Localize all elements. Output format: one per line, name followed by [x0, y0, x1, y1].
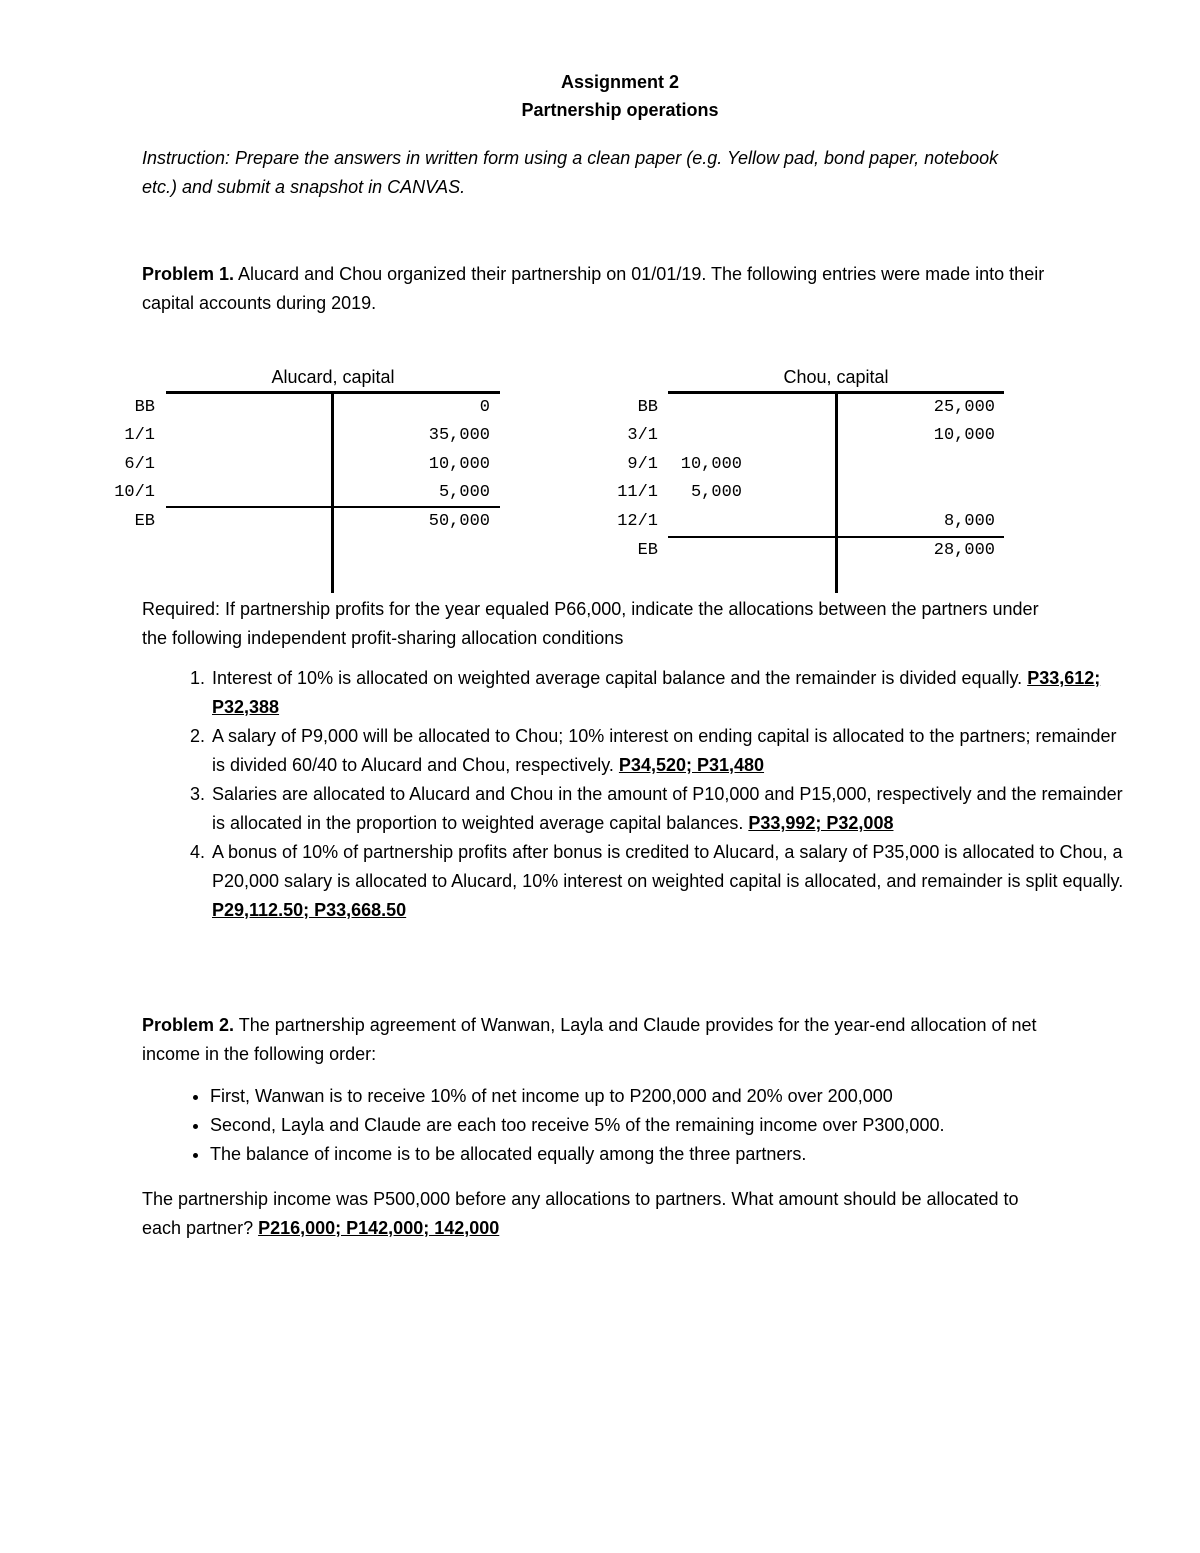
alucard-date: EB	[134, 512, 155, 531]
alucard-date: 1/1	[124, 426, 155, 445]
chou-date: 9/1	[627, 455, 658, 474]
alucard-date: 6/1	[124, 455, 155, 474]
problem2-question	[142, 1185, 1022, 1243]
requirement-list	[142, 664, 1130, 925]
chou-credit: 25,000	[933, 398, 995, 417]
problem2-label: Problem 2.	[142, 1015, 235, 1035]
question-text: The partnership income was P500,000 before any allocations to partners. What amount should be allocated to each partner?	[142, 1189, 1019, 1238]
problem1-label: Problem 1.	[142, 264, 235, 284]
alucard-credit: 35,000	[428, 426, 490, 445]
chou-date: 12/1	[617, 512, 658, 531]
chou-account-title: Chou, capital	[783, 367, 889, 387]
alucard-account-title: Alucard, capital	[271, 367, 395, 387]
answer-text: P216,000; P142,000; 142,000	[258, 1218, 500, 1238]
item-text: Interest of 10% is allocated on weighted average capital balance and the remainder is divided equally.	[212, 668, 1028, 688]
chou-date: EB	[637, 541, 658, 560]
alucard-credit: 10,000	[428, 455, 490, 474]
problem2-bullets	[142, 1082, 1130, 1169]
list-item: • Second, Layla and Claude are each too receive 5% of the remaining income over P300,000.	[210, 1111, 1130, 1140]
answer-text: P33,612; P32,388	[212, 668, 1101, 717]
problem2-intro	[142, 1011, 1042, 1069]
required-text: Required: If partnership profits for the year equaled P66,000, indicate the allocations between the partners under the following independent profit-sharing allocation conditions	[142, 599, 1039, 648]
item-text: Salaries are allocated to Alucard and Chou in the amount of P10,000 and P15,000, respectively and the remainder is allocated in the proportion to weighted average capital balances.	[212, 784, 1123, 833]
list-item	[210, 838, 1130, 925]
answer-text: P33,992; P32,008	[748, 813, 894, 833]
alucard-credit: 5,000	[438, 483, 490, 502]
chou-credit: 28,000	[933, 541, 995, 560]
problem1-intro	[142, 260, 1072, 318]
chou-credit: 10,000	[933, 426, 995, 445]
alucard-date: 10/1	[114, 483, 155, 502]
alucard-credit: 0	[479, 398, 490, 417]
chou-debit: 5,000	[690, 483, 742, 502]
chou-credit: 8,000	[943, 512, 995, 531]
answer-text: P34,520; P31,480	[618, 755, 765, 775]
item-text: A bonus of 10% of partnership profits after bonus is credited to Alucard, a salary of P35,000 is allocated to Chou, a P20,000 salary is allocated to Alucard, 10% interest on weighted capital is allocated, and remainder is split equally.	[212, 842, 1124, 891]
chou-date: BB	[637, 398, 658, 417]
alucard-credit: 50,000	[428, 512, 490, 531]
instruction-text: Instruction: Prepare the answers in written form using a clean paper (e.g. Yellow pad, bond paper, notebook etc.) and submit a snapshot in CANVAS.	[142, 148, 999, 197]
list-item: • The balance of income is to be allocated equally among the three partners.	[210, 1140, 1130, 1169]
page-subtitle: Partnership operations	[521, 100, 719, 120]
list-item: • First, Wanwan is to receive 10% of net income up to P200,000 and 20% over 200,000	[210, 1082, 1130, 1111]
item-text: A salary of P9,000 will be allocated to Chou; 10% interest on ending capital is allocated to the partners; remainder is divided 60/40 to Alucard and Chou, respectively.	[212, 726, 1117, 775]
problem1-text: Alucard and Chou organized their partnership on 01/01/19. The following entries were made into their capital accounts during 2019.	[142, 264, 1045, 313]
chou-date: 3/1	[627, 426, 658, 445]
chou-debit: 10,000	[680, 455, 742, 474]
list-item	[210, 780, 1130, 838]
chou-date: 11/1	[617, 483, 658, 502]
answer-text: P29,112.50; P33,668.50	[212, 900, 407, 920]
problem2-text: The partnership agreement of Wanwan, Layla and Claude provides for the year-end allocation of net income in the following order:	[142, 1015, 1037, 1064]
list-item	[210, 664, 1130, 722]
page-title: Assignment 2	[560, 72, 680, 92]
alucard-date: BB	[134, 398, 155, 417]
list-item	[210, 722, 1130, 780]
